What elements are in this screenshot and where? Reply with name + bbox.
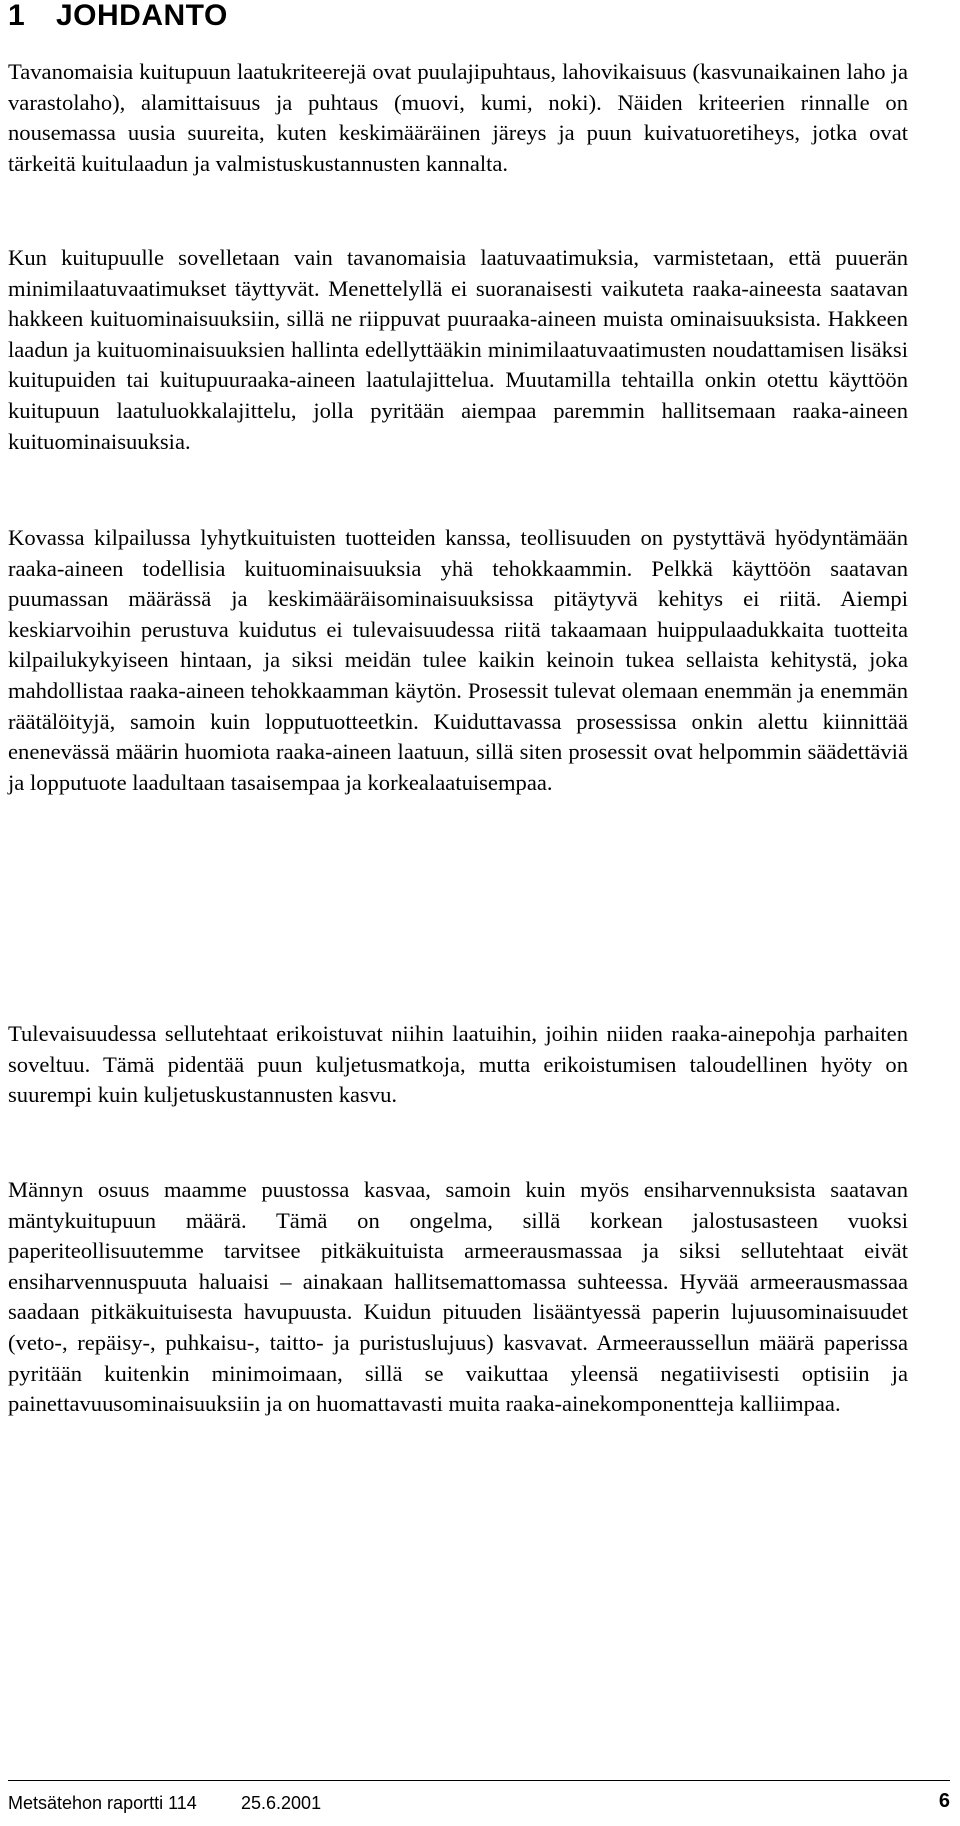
- section-title: JOHDANTO: [56, 0, 228, 32]
- paragraph-4: Tulevaisuudessa sellutehtaat erikoistuvat niihin laatuihin, joihin niiden raaka-ainepohja parhaiten soveltuu. Tämä pidentää puun kuljetusmatkoja, mutta erikoistumisen taloudellinen hyöty on suurempi kuin kuljetuskustannusten kasvu.: [8, 1021, 908, 1108]
- paragraph-3: Kovassa kilpailussa lyhytkuituisten tuotteiden kanssa, teollisuuden on pystyttävä hyödyntämään raaka-aineen todellisia kuituominaisuuksia yhä tehokkaammin. Pelkkä käyttöön saatavan puumassan määrässä ja keskimääräisominaisuuksissa pitäytyvä kehitys ei riitä. Aiempi keskiarvoihin perustuva kuidutus ei tulevaisuudessa riitä takaamaan huippulaadukkaita tuotteita kilpailukykyiseen hintaan, ja siksi meidän tulee kaikin keinoin tukea sellaista kehitystä, joka mahdollistaa raaka-aineen tehokkaamman käytön. Prosessit tulevat olemaan enemmän ja enemmän räätälöityjä, samoin kuin lopputuotteetkin. Kuiduttavassa prosessissa onkin alettu kiinnittää enenevässä määrin huomiota raaka-aineen laatuun, sillä siten prosessit ovat helpommin säädettäviä ja lopputuote laadultaan tasaisempaa ja korkealaatuisempaa.: [8, 525, 908, 795]
- page-footer: [8, 1790, 950, 1816]
- section-heading: [8, 0, 228, 34]
- paragraph-2: Kun kuitupuulle sovelletaan vain tavanomaisia laatuvaatimuksia, varmistetaan, että puuerän minimilaatuvaatimukset täyttyvät. Menettelyllä ei suoranaisesti vaikuteta raaka-aineesta saatavan hakkeen kuituominaisuuksiin, sillä ne riippuvat puuraaka-aineen muista ominaisuuksista. Hakkeen laadun ja kuituominaisuuksien hallinta edellyttääkin minimilaatuvaatimusten noudattamisen lisäksi kuitupuiden tai kuitupuuraaka-aineen laatulajittelua. Muutamilla tehtailla onkin otettu käyttöön kuitupuun laatuluokkalajittelu, jolla pyritään aiempaa paremmin hallitsemaan raaka-aineen kuituominaisuuksia.: [8, 245, 908, 454]
- report-name: Metsätehon raportti 114: [8, 1793, 197, 1813]
- paragraph-5: Männyn osuus maamme puustossa kasvaa, samoin kuin myös ensiharvennuksista saatavan mäntykuitupuun määrä. Tämä on ongelma, sillä korkean jalostusasteen vuoksi paperiteollisuutemme tarvitsee pitkäkuituista armeerausmassaa ja siksi sellutehtaat eivät ensiharvennuspuuta haluaisi – ainakaan hallitsemattomassa suhteessa. Hyvää armeerausmassaa saadaan pitkäkuituisesta havupuusta. Kuidun pituuden lisääntyessä paperin lujuusominaisuudet (veto-, repäisy-, puhkaisu-, taitto- ja puristuslujuus) kasvavat. Armeeraussellun määrä paperissa pyritään kuitenkin minimoimaan, sillä se vaikuttaa yleensä negatiivisesti optisiin ja painettavuusominaisuuksiin ja on huomattavasti muita raaka-ainekomponentteja kalliimpaa.: [8, 1177, 908, 1417]
- report-date: 25.6.2001: [241, 1793, 322, 1813]
- page-number: 6: [938, 1790, 950, 1812]
- section-number: 1: [8, 0, 26, 32]
- footer-divider: [8, 1780, 950, 1781]
- paragraph-1: Tavanomaisia kuitupuun laatukriteerejä ovat puulajipuhtaus, lahovikaisuus (kasvunaikainen laho ja varastolaho), alamittaisuus ja puhtaus (muovi, kumi, noki). Näiden kriteerien rinnalle on nousemassa uusia suureita, kuten keskimääräinen järeys ja puun kuivatuoretiheys, jotka ovat tärkeitä kuitulaadun ja valmistuskustannusten kannalta.: [8, 59, 908, 176]
